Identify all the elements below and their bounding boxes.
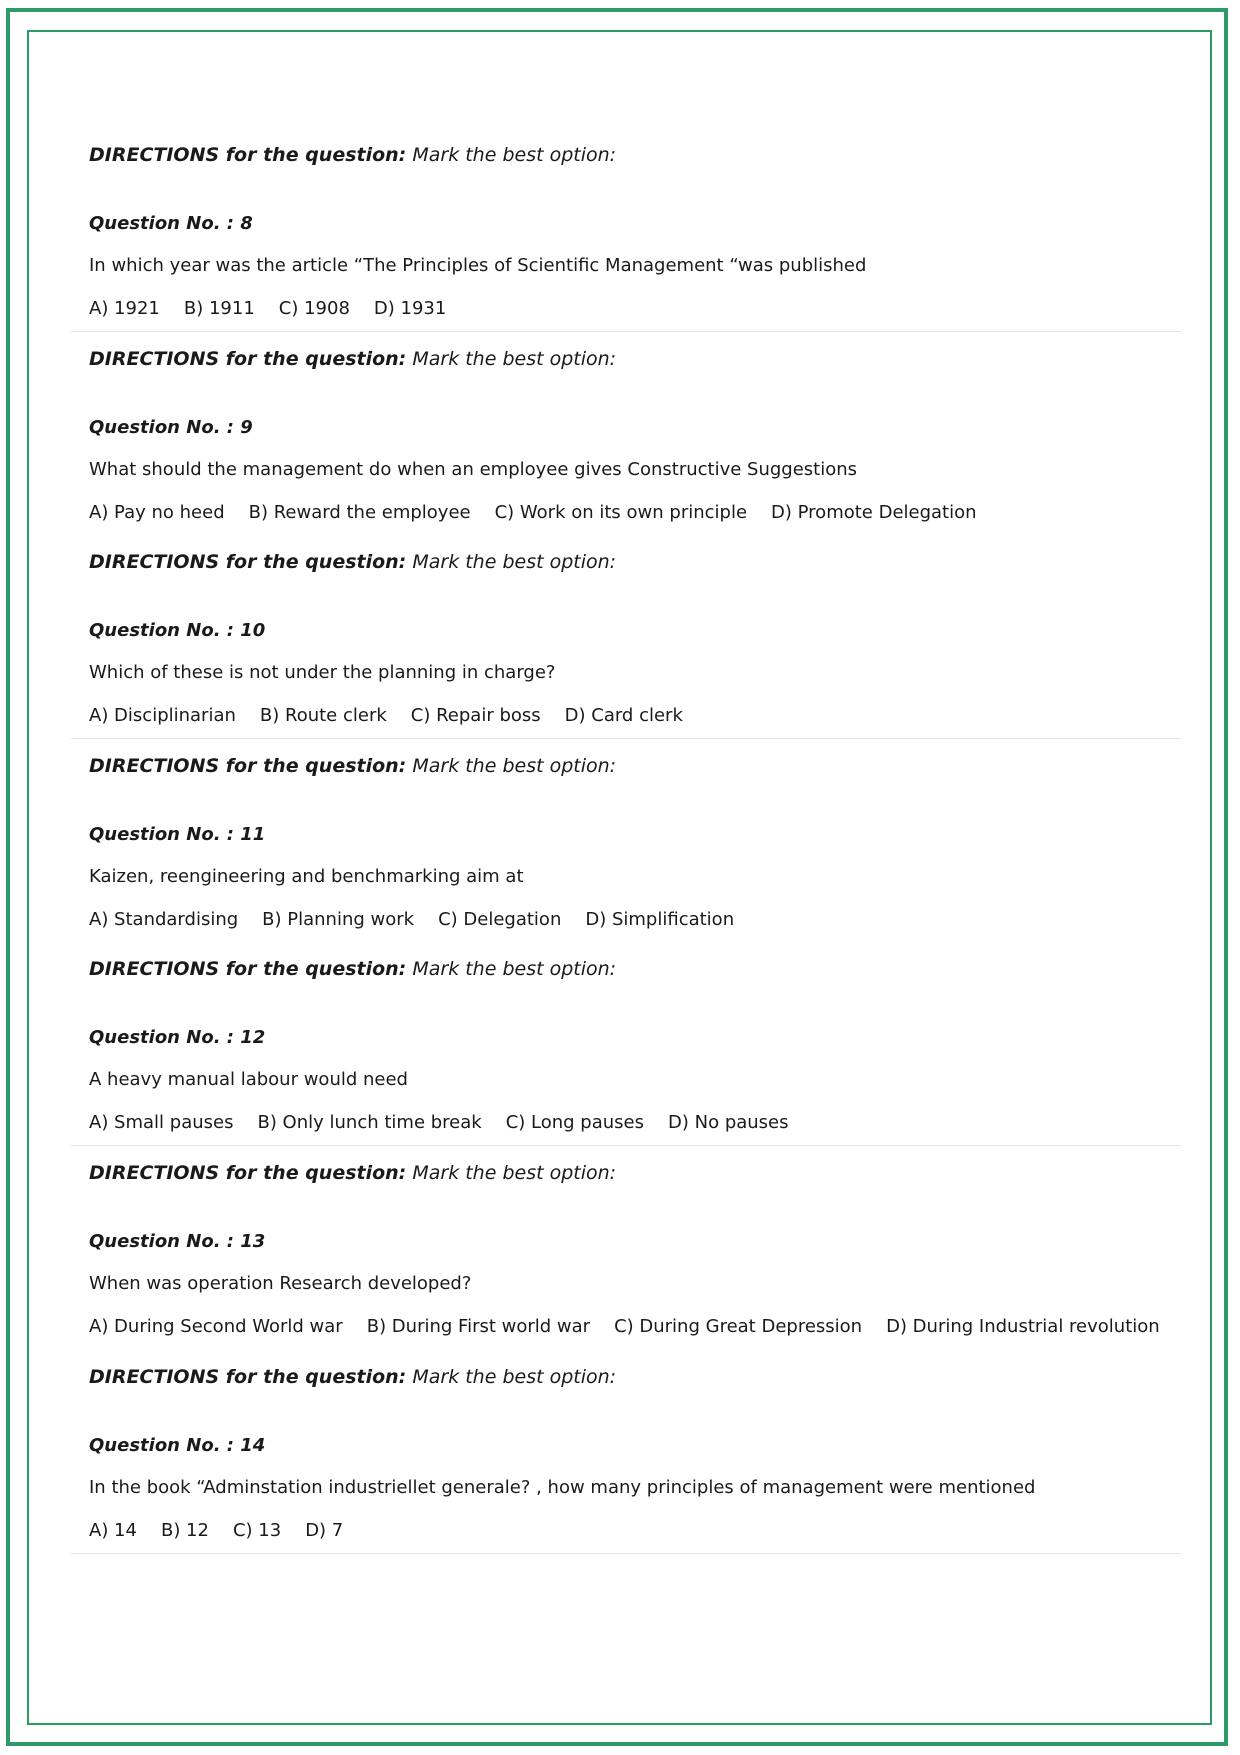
question-number: Question No. : 11	[89, 824, 266, 845]
option-a[interactable]: A) Standardising	[89, 909, 239, 930]
directions-line	[89, 755, 616, 777]
separator-line	[71, 1145, 1181, 1146]
directions-label: DIRECTIONS for the question:	[89, 755, 407, 777]
question-number: Question No. : 8	[89, 213, 253, 234]
option-d[interactable]: D) Card clerk	[564, 705, 683, 726]
directions-text: Mark the best option:	[412, 1162, 617, 1184]
option-b[interactable]: B) Reward the employee	[248, 502, 471, 523]
option-c[interactable]: C) Repair boss	[410, 705, 541, 726]
separator-line	[71, 738, 1181, 739]
directions-line	[89, 1162, 616, 1184]
question-text: In the book “Adminstation industriellet generale? , how many principles of management were mentioned	[89, 1477, 1036, 1498]
directions-label: DIRECTIONS for the question:	[89, 1366, 407, 1388]
directions-line	[89, 958, 616, 980]
question-text: A heavy manual labour would need	[89, 1069, 408, 1090]
directions-line	[89, 1366, 616, 1388]
options-row	[89, 909, 758, 930]
option-d[interactable]: D) No pauses	[668, 1112, 789, 1133]
option-d[interactable]: D) 7	[305, 1520, 344, 1541]
option-c[interactable]: C) Work on its own principle	[494, 502, 748, 523]
separator-line	[71, 331, 1181, 332]
options-row	[89, 298, 470, 319]
directions-label: DIRECTIONS for the question:	[89, 348, 407, 370]
options-row	[89, 1112, 813, 1133]
question-number: Question No. : 13	[89, 1231, 266, 1252]
question-number: Question No. : 12	[89, 1027, 266, 1048]
option-c[interactable]: C) Delegation	[438, 909, 562, 930]
option-c[interactable]: C) 1908	[278, 298, 350, 319]
option-c[interactable]: C) During Great Depression	[614, 1316, 863, 1337]
directions-text: Mark the best option:	[412, 755, 617, 777]
option-a[interactable]: A) 14	[89, 1520, 137, 1541]
option-a[interactable]: A) During Second World war	[89, 1316, 343, 1337]
directions-text: Mark the best option:	[412, 958, 617, 980]
option-d[interactable]: D) 1931	[373, 298, 447, 319]
options-row	[89, 502, 1001, 523]
option-b[interactable]: B) Only lunch time break	[257, 1112, 482, 1133]
directions-line	[89, 144, 616, 166]
option-a[interactable]: A) Small pauses	[89, 1112, 234, 1133]
options-row	[89, 1520, 367, 1541]
directions-text: Mark the best option:	[412, 1366, 617, 1388]
question-number: Question No. : 9	[89, 417, 253, 438]
option-d[interactable]: D) Simplification	[585, 909, 735, 930]
question-number: Question No. : 14	[89, 1435, 266, 1456]
option-d[interactable]: D) Promote Delegation	[771, 502, 977, 523]
option-c[interactable]: C) Long pauses	[505, 1112, 645, 1133]
directions-label: DIRECTIONS for the question:	[89, 551, 407, 573]
separator-line	[71, 1553, 1181, 1554]
option-a[interactable]: A) 1921	[89, 298, 160, 319]
directions-label: DIRECTIONS for the question:	[89, 144, 407, 166]
directions-line	[89, 348, 616, 370]
directions-line	[89, 551, 616, 573]
question-text: Which of these is not under the planning in charge?	[89, 662, 556, 683]
directions-text: Mark the best option:	[412, 144, 617, 166]
option-b[interactable]: B) 1911	[183, 298, 255, 319]
question-text: What should the management do when an employee gives Constructive Suggestions	[89, 459, 858, 480]
directions-text: Mark the best option:	[412, 348, 617, 370]
options-row	[89, 705, 707, 726]
option-b[interactable]: B) Route clerk	[259, 705, 387, 726]
question-number: Question No. : 10	[89, 620, 266, 641]
option-d[interactable]: D) During Industrial revolution	[886, 1316, 1160, 1337]
option-c[interactable]: C) 13	[232, 1520, 282, 1541]
options-row	[89, 1316, 1184, 1337]
question-text: In which year was the article “The Principles of Scientific Management “was published	[89, 255, 867, 276]
directions-text: Mark the best option:	[412, 551, 617, 573]
directions-label: DIRECTIONS for the question:	[89, 958, 407, 980]
question-text: Kaizen, reengineering and benchmarking aim at	[89, 866, 524, 887]
option-b[interactable]: B) Planning work	[262, 909, 415, 930]
option-b[interactable]: B) 12	[160, 1520, 209, 1541]
directions-label: DIRECTIONS for the question:	[89, 1162, 407, 1184]
option-a[interactable]: A) Pay no heed	[89, 502, 225, 523]
option-b[interactable]: B) During First world war	[366, 1316, 591, 1337]
question-text: When was operation Research developed?	[89, 1273, 472, 1294]
option-a[interactable]: A) Disciplinarian	[89, 705, 236, 726]
